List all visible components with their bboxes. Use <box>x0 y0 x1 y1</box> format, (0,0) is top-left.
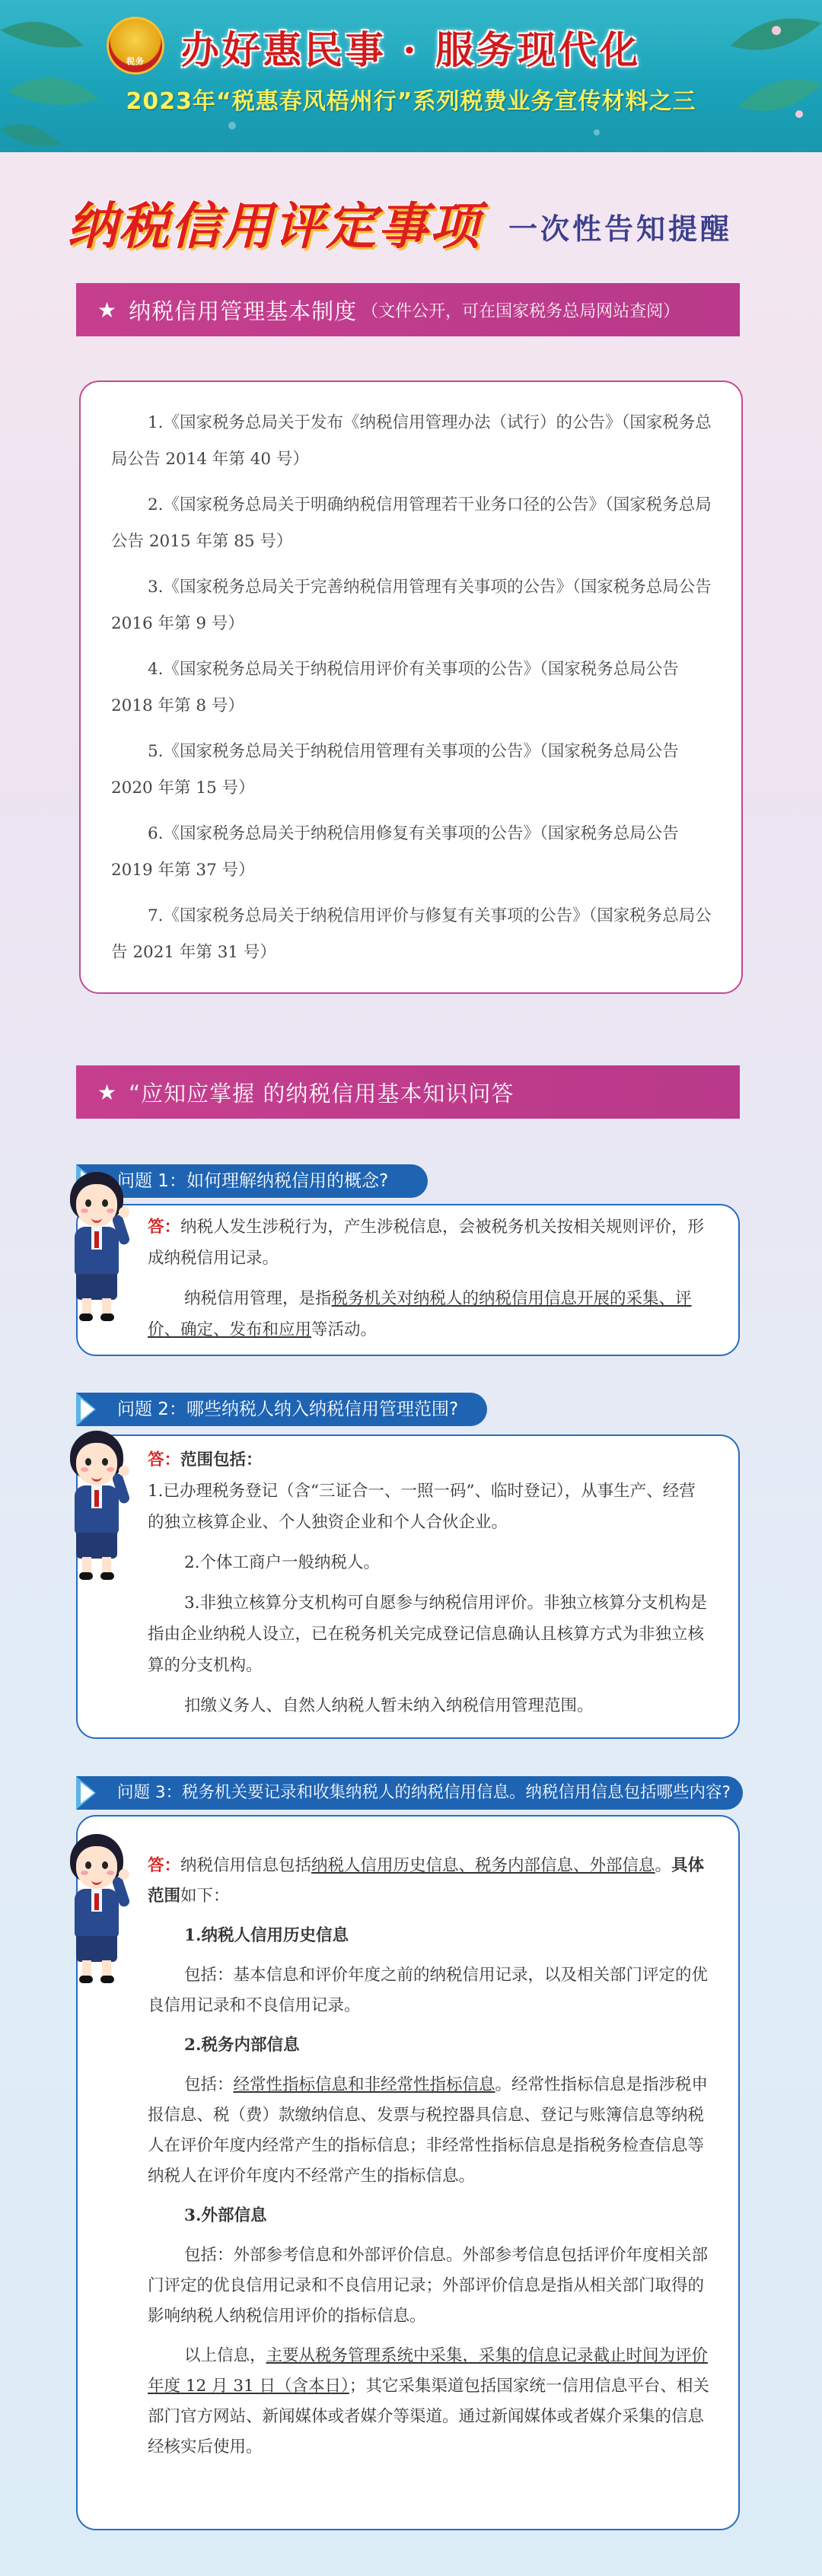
answer-text-q1: 答：纳税人发生涉税行为，产生涉税信息，会被税务机关按相关规则评价，形成纳税信用记录。 纳税信用管理，是指税务机关对纳税人的纳税信用信息开展的采集、评价、确定、发布和应用等活动。 <box>148 1218 705 1339</box>
answer-text-q3: 答：纳税信用信息包括纳税人信用历史信息、税务内部信息、外部信息。具体范围如下： 1.纳税人信用历史信息 包括：基本信息和评价年度之前的纳税信用记录，以及相关部门评定的优良信用记录和不良信用记录。 2.税务内部信息 包括：经常性指标信息和非经常性指标信息。经常性指标信息是指涉税申报信息、税（费）款缴纳信息、发票与税控器具信息、登记与账簿信息等纳税人在评价年度内经常产生的指标信息；非经常性指标信息是指税务检查信息等纳税人在评价年度内不经常产生的指标信息。 3.外部信息 包括：外部参考信息和外部评价信息。外部参考信息包括评价年度相关部门评定的优良信用记录和不良信用记录；外部评价信息是指从相关部门取得的影响纳税人纳税信用评价的指标信息。 以上信息，主要从税务管理系统中采集，采集的信息记录截止时间为评价年度 12 月 31 日（含本日）；其它采集渠道包括国家统一信用信息平台、相关部门官方网站、新闻媒体或者媒介等渠道。通过新闻媒体或者媒介采集的信息经核实后使用。 <box>148 1851 711 2463</box>
page-subtitle: 一次性告知提醒 <box>508 212 733 246</box>
list-item: 4.《国家税务总局关于纳税信用评价有关事项的公告》（国家税务总局公告 2018 年第 8 号） <box>111 660 679 715</box>
question-text: 问题 2：哪些纳税人纳入纳税信用管理范围? <box>117 1399 459 1419</box>
list-item: 5.《国家税务总局关于纳税信用管理有关事项的公告》（国家税务总局公告 2020 年第 15 号） <box>111 742 679 798</box>
regulations-box <box>79 381 743 994</box>
header-slogan: 办好惠民事 · 服务现代化 <box>180 27 642 72</box>
officer-avatar-icon <box>62 1834 131 1986</box>
answer-label: 答： <box>148 1450 181 1469</box>
list-item: 6.《国家税务总局关于纳税信用修复有关事项的公告》（国家税务总局公告 2019 年第 37 号） <box>111 824 679 880</box>
section-note: （文件公开，可在国家税务总局网站查阅） <box>362 301 680 321</box>
star-icon: ★ <box>97 1079 117 1105</box>
question-tag-q3 <box>76 1776 743 1810</box>
page-title: 纳税信用评定事项 <box>67 196 481 256</box>
header-banner <box>0 0 822 152</box>
star-icon: ★ <box>97 297 117 323</box>
header-subtitle: 2023年“税惠春风梧州行”系列税费业务宣传材料之三 <box>126 88 696 115</box>
subheading: 2.税务内部信息 <box>184 2036 300 2055</box>
answer-text-q2: 答：范围包括： 1.已办理税务登记（含“三证合一、一照一码”、临时登记），从事生产、经营的独立核算企业、个人独资企业和个人合伙企业。 2.个体工商户一般纳税人。 3.非独立核算分支机构可自愿参与纳税信用评价。非独立核算分支机构是指由企业纳税人设立，已在税务机关完成登记信息确认且核算方式为非独立核算的分支机构。 扣缴义务人、自然人纳税人暂未纳入纳税信用管理范围。 <box>148 1450 708 1715</box>
regulation-list <box>111 405 714 980</box>
subheading: 3.外部信息 <box>184 2206 267 2225</box>
answer-label: 答： <box>148 1218 181 1237</box>
list-item: 1.《国家税务总局关于发布《纳税信用管理办法（试行）的公告》（国家税务总局公告 2014 年第 40 号） <box>111 413 712 469</box>
section-title: 纳税信用管理基本制度 <box>129 298 358 324</box>
sparkle-dot <box>228 122 236 129</box>
section-banner-qa <box>76 1065 740 1119</box>
page-title-area <box>67 183 767 259</box>
sparkle-dot <box>594 129 600 135</box>
list-item: 3.《国家税务总局关于完善纳税信用管理有关事项的公告》（国家税务总局公告 2016 年第 9 号） <box>111 578 712 633</box>
officer-avatar-icon <box>62 1431 131 1583</box>
section-banner-regulations <box>76 283 740 336</box>
section-title: “应知应掌握 的纳税信用基本知识问答 <box>129 1080 515 1107</box>
list-item: 2.《国家税务总局关于明确纳税信用管理若干业务口径的公告》（国家税务总局公告 2015 年第 85 号） <box>111 495 712 551</box>
emblem-text: 税务 <box>126 56 145 66</box>
question-tag-q2 <box>76 1393 487 1426</box>
question-text: 问题 1：如何理解纳税信用的概念? <box>117 1171 389 1191</box>
subheading: 1.纳税人信用历史信息 <box>184 1926 349 1945</box>
question-text: 问题 3：税务机关要记录和收集纳税人的纳税信用信息。纳税信用信息包括哪些内容? <box>117 1783 731 1802</box>
answer-label: 答： <box>148 1856 181 1875</box>
officer-avatar-icon <box>62 1172 131 1324</box>
list-item: 7.《国家税务总局关于纳税信用评价与修复有关事项的公告》（国家税务总局公告 2021 年第 31 号） <box>111 906 712 962</box>
